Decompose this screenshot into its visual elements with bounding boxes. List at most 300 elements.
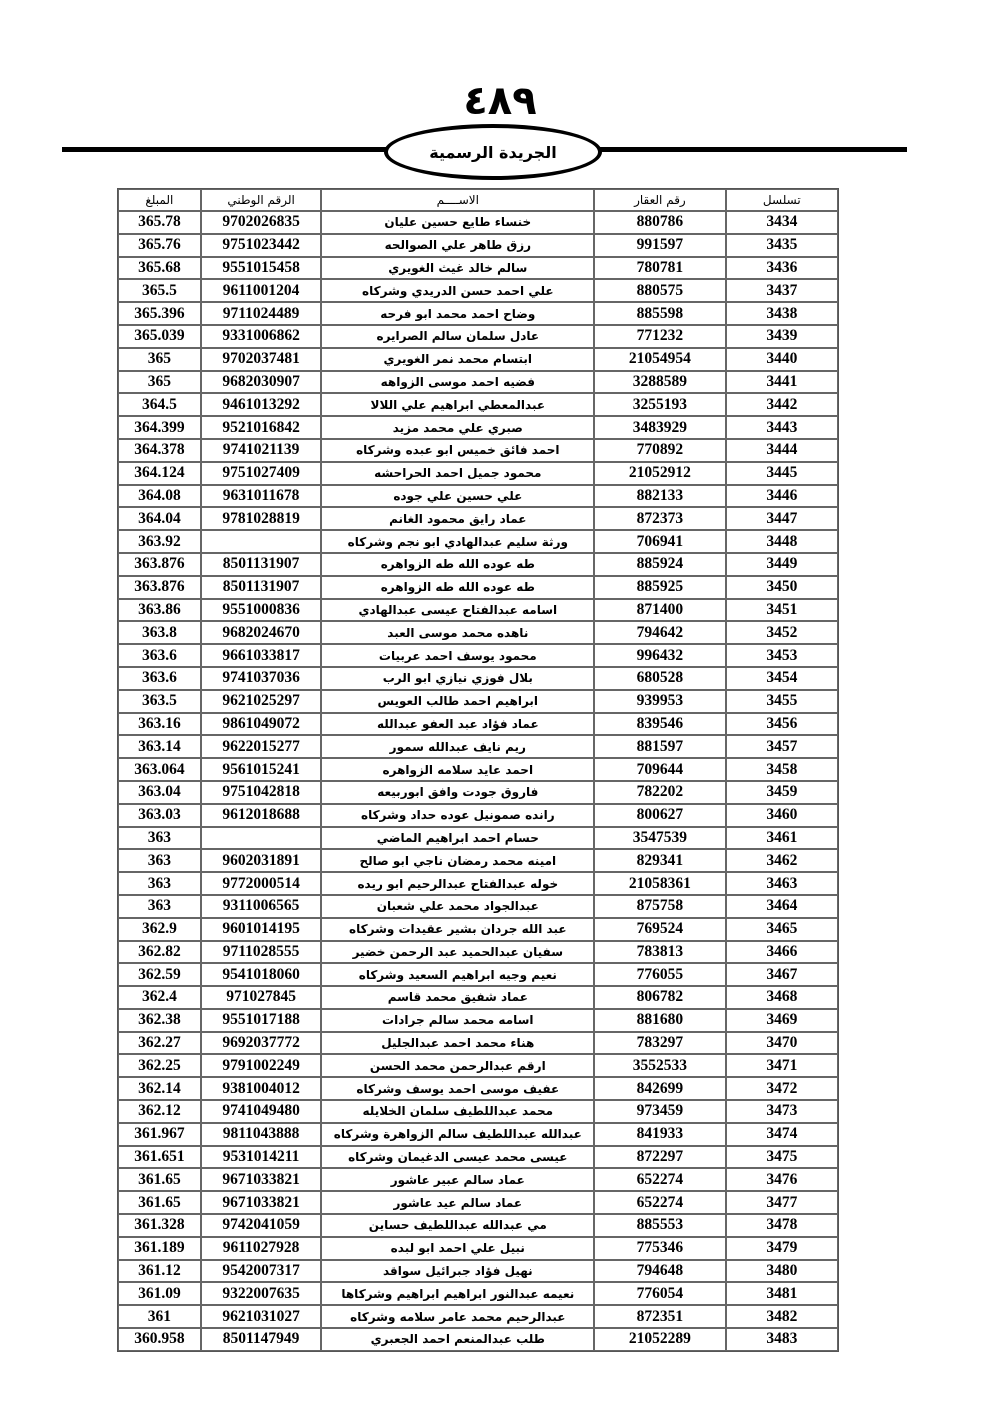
cell-serial: 3443 — [726, 416, 838, 439]
cell-name: نهيل فؤاد جبرائيل سواقد — [321, 1260, 594, 1283]
table-row — [118, 599, 838, 622]
table-row — [118, 325, 838, 348]
table-row — [118, 849, 838, 872]
cell-property-number: 885553 — [594, 1214, 725, 1237]
cell-national-id: 9741049480 — [201, 1100, 322, 1123]
cell-property-number: 881597 — [594, 735, 725, 758]
table-row — [118, 257, 838, 280]
cell-amount: 363.876 — [118, 553, 201, 576]
cell-national-id: 9682024670 — [201, 621, 322, 644]
cell-serial: 3440 — [726, 348, 838, 371]
cell-name: رزق طاهر علي الصوالحه — [321, 234, 594, 257]
table-body — [118, 211, 838, 1351]
cell-property-number: 839546 — [594, 713, 725, 736]
cell-property-number: 783297 — [594, 1032, 725, 1055]
cell-property-number: 973459 — [594, 1100, 725, 1123]
cell-amount: 362.38 — [118, 1009, 201, 1032]
cell-name: اسامه عبدالفتاح عيسى عبدالهادي — [321, 599, 594, 622]
cell-name: عبدالجواد محمد علي شعبان — [321, 895, 594, 918]
cell-amount: 361.12 — [118, 1260, 201, 1283]
cell-property-number: 770892 — [594, 439, 725, 462]
cell-serial: 3447 — [726, 507, 838, 530]
cell-serial: 3449 — [726, 553, 838, 576]
cell-serial: 3446 — [726, 485, 838, 508]
table-row — [118, 667, 838, 690]
table-row — [118, 804, 838, 827]
table-row — [118, 713, 838, 736]
table-row — [118, 1054, 838, 1077]
cell-serial: 3476 — [726, 1168, 838, 1191]
cell-property-number: 871400 — [594, 599, 725, 622]
cell-name: نبيل علي احمد ابو لبده — [321, 1237, 594, 1260]
cell-amount: 362.12 — [118, 1100, 201, 1123]
cell-national-id: 9742041059 — [201, 1214, 322, 1237]
cell-amount: 364.5 — [118, 393, 201, 416]
cell-amount: 363.16 — [118, 713, 201, 736]
cell-name: امينه محمد رمضان ناجي ابو صالح — [321, 849, 594, 872]
cell-serial: 3472 — [726, 1077, 838, 1100]
cell-serial: 3455 — [726, 690, 838, 713]
cell-property-number: 709644 — [594, 758, 725, 781]
cell-name: رانده صمونيل عوده حداد وشركاه — [321, 804, 594, 827]
cell-name: ورثة سليم عبدالهادي ابو نجم وشركاه — [321, 530, 594, 553]
cell-serial: 3477 — [726, 1191, 838, 1214]
cell-name: سفيان عبدالحميد عبد الرحمن خضير — [321, 941, 594, 964]
cell-serial: 3437 — [726, 279, 838, 302]
cell-amount: 363.92 — [118, 530, 201, 553]
cell-amount: 362.14 — [118, 1077, 201, 1100]
table-row — [118, 576, 838, 599]
cell-serial: 3438 — [726, 302, 838, 325]
cell-name: هناء محمد احمد عبدالجليل — [321, 1032, 594, 1055]
cell-national-id: 9611027928 — [201, 1237, 322, 1260]
cell-amount: 364.08 — [118, 485, 201, 508]
cell-serial: 3473 — [726, 1100, 838, 1123]
cell-name: عبدالله عبداللطيف سالم الزواهرة وشركاه — [321, 1123, 594, 1146]
cell-national-id: 9751042818 — [201, 781, 322, 804]
cell-national-id: 9322007635 — [201, 1282, 322, 1305]
cell-serial: 3453 — [726, 644, 838, 667]
cell-name: ابتسام محمد نمر الغويري — [321, 348, 594, 371]
table-row — [118, 986, 838, 1009]
cell-national-id: 8501131907 — [201, 553, 322, 576]
data-table — [117, 188, 839, 1352]
cell-name: عبدالرحيم محمد عامر سلامه وشركاه — [321, 1305, 594, 1328]
cell-serial: 3458 — [726, 758, 838, 781]
table-row — [118, 1100, 838, 1123]
cell-amount: 365.396 — [118, 302, 201, 325]
cell-serial: 3482 — [726, 1305, 838, 1328]
cell-name: احمد عايد سلامه الزواهره — [321, 758, 594, 781]
cell-national-id: 9381004012 — [201, 1077, 322, 1100]
table-row — [118, 439, 838, 462]
cell-name: طه عوده الله طه الزواهره — [321, 553, 594, 576]
cell-name: ارقم عبدالرحمن محمد الحسن — [321, 1054, 594, 1077]
cell-property-number: 991597 — [594, 234, 725, 257]
table-row — [118, 941, 838, 964]
cell-national-id: 9751023442 — [201, 234, 322, 257]
header-property-number: رقم العقار — [594, 189, 725, 211]
table-row — [118, 462, 838, 485]
cell-property-number: 3483929 — [594, 416, 725, 439]
cell-name: عبد الله جردان بشير عقيدات وشركاه — [321, 918, 594, 941]
cell-national-id: 9711028555 — [201, 941, 322, 964]
cell-amount: 364.04 — [118, 507, 201, 530]
cell-amount: 363 — [118, 827, 201, 850]
header-name: الاســــم — [321, 189, 594, 211]
header-national-id: الرقم الوطني — [201, 189, 322, 211]
cell-national-id: 971027845 — [201, 986, 322, 1009]
cell-property-number: 782202 — [594, 781, 725, 804]
cell-amount: 365.039 — [118, 325, 201, 348]
cell-serial: 3444 — [726, 439, 838, 462]
cell-amount: 361.65 — [118, 1168, 201, 1191]
cell-amount: 365 — [118, 371, 201, 394]
table-row — [118, 485, 838, 508]
cell-property-number: 885598 — [594, 302, 725, 325]
cell-property-number: 885924 — [594, 553, 725, 576]
page-number: ٤٨٩ — [463, 78, 537, 124]
table-row — [118, 234, 838, 257]
publication-title: الجريدة الرسمية — [429, 142, 557, 162]
cell-national-id: 9791002249 — [201, 1054, 322, 1077]
cell-national-id: 9772000514 — [201, 872, 322, 895]
table-row — [118, 1191, 838, 1214]
table-row — [118, 827, 838, 850]
cell-property-number: 769524 — [594, 918, 725, 941]
cell-amount: 363.14 — [118, 735, 201, 758]
cell-serial: 3466 — [726, 941, 838, 964]
cell-property-number: 783813 — [594, 941, 725, 964]
cell-property-number: 806782 — [594, 986, 725, 1009]
cell-property-number: 939953 — [594, 690, 725, 713]
cell-property-number: 872297 — [594, 1146, 725, 1169]
cell-amount: 365.78 — [118, 211, 201, 234]
cell-amount: 363.86 — [118, 599, 201, 622]
cell-national-id: 9601014195 — [201, 918, 322, 941]
cell-national-id: 9551017188 — [201, 1009, 322, 1032]
cell-national-id — [201, 530, 322, 553]
cell-amount: 361.328 — [118, 1214, 201, 1237]
cell-national-id: 9682030907 — [201, 371, 322, 394]
cell-amount: 361 — [118, 1305, 201, 1328]
cell-amount: 363.03 — [118, 804, 201, 827]
cell-amount: 364.124 — [118, 462, 201, 485]
cell-amount: 362.4 — [118, 986, 201, 1009]
table-row — [118, 1328, 838, 1351]
cell-national-id: 9551000836 — [201, 599, 322, 622]
cell-serial: 3465 — [726, 918, 838, 941]
cell-national-id — [201, 827, 322, 850]
header-amount: المبلغ — [118, 189, 201, 211]
cell-national-id: 9702026835 — [201, 211, 322, 234]
cell-name: مي عبدالله عبداللطيف حساين — [321, 1214, 594, 1237]
cell-serial: 3436 — [726, 257, 838, 280]
cell-property-number: 881680 — [594, 1009, 725, 1032]
cell-amount: 360.958 — [118, 1328, 201, 1351]
cell-name: نعيم وجيه ابراهيم السعيد وشركاه — [321, 963, 594, 986]
cell-name: عبدالمعطي ابراهيم علي اللالا — [321, 393, 594, 416]
table-row — [118, 279, 838, 302]
cell-name: عيسى محمد عيسى الدغيمان وشركاه — [321, 1146, 594, 1169]
cell-property-number: 872373 — [594, 507, 725, 530]
cell-national-id: 9671033821 — [201, 1191, 322, 1214]
cell-name: عماد رايق محمود الغانم — [321, 507, 594, 530]
cell-serial: 3478 — [726, 1214, 838, 1237]
cell-property-number: 800627 — [594, 804, 725, 827]
cell-serial: 3480 — [726, 1260, 838, 1283]
cell-national-id: 9741021139 — [201, 439, 322, 462]
cell-amount: 363.064 — [118, 758, 201, 781]
cell-serial: 3451 — [726, 599, 838, 622]
cell-national-id: 9561015241 — [201, 758, 322, 781]
cell-name: عماد سالم عبير عاشور — [321, 1168, 594, 1191]
table-row — [118, 1260, 838, 1283]
table-row — [118, 781, 838, 804]
cell-property-number: 21052912 — [594, 462, 725, 485]
cell-name: طه عوده الله طه الزواهره — [321, 576, 594, 599]
cell-serial: 3439 — [726, 325, 838, 348]
cell-national-id: 9602031891 — [201, 849, 322, 872]
cell-name: نعيمه عبدالنور ابراهيم ابراهيم وشركاها — [321, 1282, 594, 1305]
cell-serial: 3463 — [726, 872, 838, 895]
cell-national-id: 9631011678 — [201, 485, 322, 508]
table-row — [118, 530, 838, 553]
cell-amount: 364.378 — [118, 439, 201, 462]
cell-amount: 362.25 — [118, 1054, 201, 1077]
cell-serial: 3442 — [726, 393, 838, 416]
cell-property-number: 3288589 — [594, 371, 725, 394]
cell-amount: 363.6 — [118, 667, 201, 690]
cell-national-id: 9781028819 — [201, 507, 322, 530]
cell-national-id: 9611001204 — [201, 279, 322, 302]
cell-name: احمد فائق خميس ابو عبده وشركاه — [321, 439, 594, 462]
cell-national-id: 9542007317 — [201, 1260, 322, 1283]
table-row — [118, 1146, 838, 1169]
cell-serial: 3470 — [726, 1032, 838, 1055]
table-row — [118, 963, 838, 986]
cell-serial: 3434 — [726, 211, 838, 234]
cell-name: فضيه احمد موسى الزواهه — [321, 371, 594, 394]
cell-amount: 365 — [118, 348, 201, 371]
table-row — [118, 872, 838, 895]
cell-name: اسامه محمد سالم جرادات — [321, 1009, 594, 1032]
cell-national-id: 9741037036 — [201, 667, 322, 690]
cell-serial: 3467 — [726, 963, 838, 986]
table-row — [118, 758, 838, 781]
cell-property-number: 842699 — [594, 1077, 725, 1100]
cell-property-number: 872351 — [594, 1305, 725, 1328]
cell-amount: 361.09 — [118, 1282, 201, 1305]
cell-amount: 363.6 — [118, 644, 201, 667]
cell-property-number: 21058361 — [594, 872, 725, 895]
cell-name: خنساء طايع حسين عليان — [321, 211, 594, 234]
cell-national-id: 9751027409 — [201, 462, 322, 485]
table-row — [118, 302, 838, 325]
cell-national-id: 9692037772 — [201, 1032, 322, 1055]
cell-national-id: 9551015458 — [201, 257, 322, 280]
cell-serial: 3460 — [726, 804, 838, 827]
cell-serial: 3450 — [726, 576, 838, 599]
cell-property-number: 652274 — [594, 1168, 725, 1191]
cell-name: محمود جميل احمد الحراحشه — [321, 462, 594, 485]
table-row — [118, 1237, 838, 1260]
table-row — [118, 895, 838, 918]
cell-name: محمود يوسف احمد عربيات — [321, 644, 594, 667]
cell-serial: 3481 — [726, 1282, 838, 1305]
table-row — [118, 735, 838, 758]
table-row — [118, 644, 838, 667]
cell-name: عماد فؤاد عبد العفو عبدالله — [321, 713, 594, 736]
table-row — [118, 553, 838, 576]
cell-name: سالم خالد غيث الغويري — [321, 257, 594, 280]
cell-national-id: 9661033817 — [201, 644, 322, 667]
table-row — [118, 507, 838, 530]
cell-serial: 3475 — [726, 1146, 838, 1169]
cell-name: خوله عبدالفتاح عبدالرحيم ابو ريده — [321, 872, 594, 895]
cell-national-id: 9622015277 — [201, 735, 322, 758]
cell-name: محمد عبداللطيف سلمان الخلايله — [321, 1100, 594, 1123]
cell-national-id: 9861049072 — [201, 713, 322, 736]
cell-serial: 3448 — [726, 530, 838, 553]
cell-name: فاروق جودت وافق ابوربيعه — [321, 781, 594, 804]
cell-amount: 362.59 — [118, 963, 201, 986]
cell-property-number: 882133 — [594, 485, 725, 508]
cell-property-number: 3547539 — [594, 827, 725, 850]
cell-amount: 363.04 — [118, 781, 201, 804]
table-row — [118, 348, 838, 371]
cell-name: صبري علي محمد مزيد — [321, 416, 594, 439]
cell-amount: 362.82 — [118, 941, 201, 964]
cell-national-id: 8501147949 — [201, 1328, 322, 1351]
cell-name: عماد شفيق محمد قاسم — [321, 986, 594, 1009]
table-row — [118, 371, 838, 394]
cell-national-id: 9531014211 — [201, 1146, 322, 1169]
cell-name: عفيف موسى احمد يوسف وشركاه — [321, 1077, 594, 1100]
cell-property-number: 3255193 — [594, 393, 725, 416]
cell-amount: 365.5 — [118, 279, 201, 302]
cell-national-id: 9331006862 — [201, 325, 322, 348]
cell-serial: 3483 — [726, 1328, 838, 1351]
cell-serial: 3441 — [726, 371, 838, 394]
cell-name: علي حسين علي جوده — [321, 485, 594, 508]
table-row — [118, 1009, 838, 1032]
cell-property-number: 680528 — [594, 667, 725, 690]
cell-serial: 3464 — [726, 895, 838, 918]
cell-property-number: 875758 — [594, 895, 725, 918]
cell-property-number: 21054954 — [594, 348, 725, 371]
table-row — [118, 393, 838, 416]
cell-name: ريم نايف عبدالله سمور — [321, 735, 594, 758]
cell-amount: 364.399 — [118, 416, 201, 439]
cell-serial: 3459 — [726, 781, 838, 804]
cell-property-number: 829341 — [594, 849, 725, 872]
cell-name: ابراهيم احمد طالب العويس — [321, 690, 594, 713]
cell-name: علي احمد حسن الدريدي وشركاه — [321, 279, 594, 302]
cell-property-number: 776055 — [594, 963, 725, 986]
cell-national-id: 9621025297 — [201, 690, 322, 713]
cell-serial: 3445 — [726, 462, 838, 485]
cell-amount: 361.651 — [118, 1146, 201, 1169]
cell-property-number: 885925 — [594, 576, 725, 599]
cell-national-id: 9671033821 — [201, 1168, 322, 1191]
table-row — [118, 416, 838, 439]
table-header-row — [118, 189, 838, 211]
table-row — [118, 1305, 838, 1328]
cell-property-number: 880575 — [594, 279, 725, 302]
cell-property-number: 776054 — [594, 1282, 725, 1305]
cell-amount: 361.967 — [118, 1123, 201, 1146]
cell-property-number: 652274 — [594, 1191, 725, 1214]
cell-property-number: 21052289 — [594, 1328, 725, 1351]
table-row — [118, 918, 838, 941]
table-row — [118, 211, 838, 234]
cell-serial: 3457 — [726, 735, 838, 758]
table-row — [118, 1214, 838, 1237]
cell-national-id: 9521016842 — [201, 416, 322, 439]
cell-national-id: 9621031027 — [201, 1305, 322, 1328]
cell-property-number: 996432 — [594, 644, 725, 667]
cell-serial: 3452 — [726, 621, 838, 644]
table-row — [118, 621, 838, 644]
cell-amount: 365.68 — [118, 257, 201, 280]
cell-amount: 365.76 — [118, 234, 201, 257]
cell-serial: 3454 — [726, 667, 838, 690]
cell-serial: 3468 — [726, 986, 838, 1009]
cell-amount: 363 — [118, 849, 201, 872]
cell-national-id: 9811043888 — [201, 1123, 322, 1146]
header-serial: تسلسل — [726, 189, 838, 211]
cell-national-id: 9711024489 — [201, 302, 322, 325]
cell-national-id: 9612018688 — [201, 804, 322, 827]
table-row — [118, 1123, 838, 1146]
cell-property-number: 841933 — [594, 1123, 725, 1146]
table-row — [118, 1032, 838, 1055]
cell-amount: 362.27 — [118, 1032, 201, 1055]
cell-serial: 3435 — [726, 234, 838, 257]
cell-national-id: 8501131907 — [201, 576, 322, 599]
cell-name: طلب عبدالمنعم احمد الجعبري — [321, 1328, 594, 1351]
cell-national-id: 9311006565 — [201, 895, 322, 918]
cell-serial: 3479 — [726, 1237, 838, 1260]
cell-amount: 363 — [118, 872, 201, 895]
cell-name: عماد سالم عيد عاشور — [321, 1191, 594, 1214]
cell-national-id: 9461013292 — [201, 393, 322, 416]
cell-serial: 3461 — [726, 827, 838, 850]
cell-property-number: 794648 — [594, 1260, 725, 1283]
cell-serial: 3462 — [726, 849, 838, 872]
table-row — [118, 1077, 838, 1100]
cell-name: عادل سلمان سالم الصرايره — [321, 325, 594, 348]
cell-name: وضاح احمد محمد ابو فرحه — [321, 302, 594, 325]
cell-amount: 363.8 — [118, 621, 201, 644]
cell-property-number: 3552533 — [594, 1054, 725, 1077]
cell-amount: 363.5 — [118, 690, 201, 713]
cell-national-id: 9702037481 — [201, 348, 322, 371]
table-row — [118, 690, 838, 713]
cell-amount: 361.65 — [118, 1191, 201, 1214]
table-row — [118, 1282, 838, 1305]
cell-property-number: 771232 — [594, 325, 725, 348]
cell-property-number: 706941 — [594, 530, 725, 553]
cell-amount: 361.189 — [118, 1237, 201, 1260]
cell-amount: 362.9 — [118, 918, 201, 941]
cell-name: ناهده محمد موسى العبد — [321, 621, 594, 644]
cell-national-id: 9541018060 — [201, 963, 322, 986]
cell-amount: 363 — [118, 895, 201, 918]
cell-serial: 3469 — [726, 1009, 838, 1032]
cell-serial: 3471 — [726, 1054, 838, 1077]
